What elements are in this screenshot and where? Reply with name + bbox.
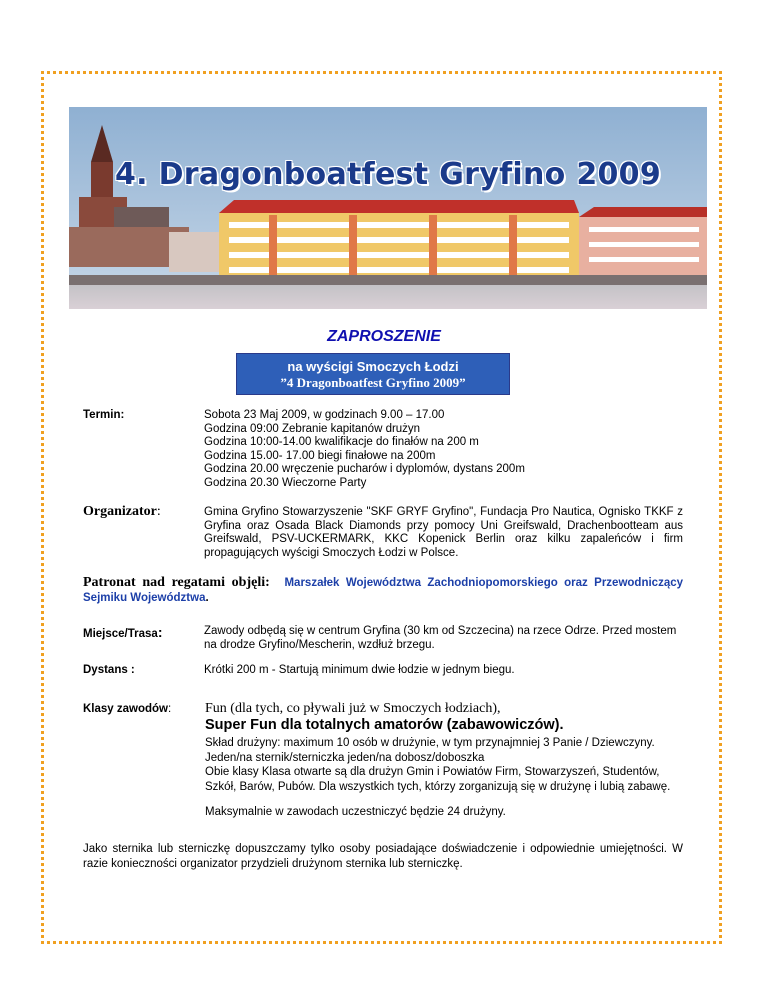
patronat-dot: . bbox=[205, 592, 209, 604]
klasy-sklad: Skład drużyny: maximum 10 osób w drużynie, w tym przynajmniej 3 Panie / Dziewczyny. Jeden/na sternik/sterniczka jeden/na dobosz/doboszka bbox=[205, 737, 655, 764]
termin-line: Godzina 10:00-14.00 kwalifikacje do finałów na 200 m bbox=[204, 436, 479, 448]
patronat-section bbox=[83, 575, 683, 606]
klasy-label-colon: : bbox=[168, 703, 172, 715]
organizator-label-text: Organizator bbox=[83, 504, 157, 519]
klasy-superfun: Super Fun dla totalnych amatorów (zabawowiczów). bbox=[205, 717, 564, 733]
banner-image bbox=[69, 107, 707, 309]
sternik-note: Jako sternika lub sterniczkę dopuszczamy tylko osoby posiadające doświadczenie i odpowiednie umiejętności. W razie konieczności organizator przydzieli drużynom sternika lub sterniczkę. bbox=[83, 843, 683, 870]
miejsce-label-text: Miejsce/Trasa bbox=[83, 628, 158, 640]
organizator-text: Gmina Gryfino Stowarzyszenie "SKF GRYF Gryfino", Fundacja Pro Nautica, Ognisko TKKF z Gryfina oraz Osada Black Diamonds przy pomocy Uni Greifswald, Drachenbootteam aus Greifswald, PSV-UCKERMARK, KKC Kopenick Berlin oraz kilku zapaleńców i firm propagujących wyścigi Smoczych Łodzi w Polsce. bbox=[204, 506, 683, 559]
termin-line: Sobota 23 Maj 2009, w godzinach 9.00 – 17.00 bbox=[204, 409, 445, 421]
banner-photo bbox=[69, 107, 707, 309]
klasy-max: Maksymalnie w zawodach uczestniczyć będzie 24 drużyny. bbox=[205, 806, 506, 818]
invite-heading: ZAPROSZENIE bbox=[327, 328, 441, 345]
dystans-label: Dystans : bbox=[83, 664, 135, 676]
klasy-obie: Obie klasy Klasa otwarte są dla drużyn Gmin i Powiatów Firm, Stowarzyszeń, Studentów, Szkół, Barów, Pubów. Dla wszystkich tych, którzy zorganizują się w drużynę i lubią zabawę. bbox=[205, 766, 671, 793]
patronat-text: Marszałek Województwa Zachodniopomorskiego oraz Przewodniczący Sejmiku Województwa bbox=[83, 577, 684, 604]
miejsce-text: Zawody odbędą się w centrum Gryfina (30 km od Szczecina) na rzece Odrze. Przed mostem na drodze Gryfino/Mescherin, wzdłuż brzegu. bbox=[204, 625, 677, 651]
event-subtitle-line1: na wyścigi Smoczych Łodzi bbox=[287, 359, 459, 374]
termin-label: Termin: bbox=[83, 409, 125, 421]
termin-line: Godzina 20.30 Wieczorne Party bbox=[204, 476, 367, 489]
patronat-paragraph bbox=[83, 575, 683, 606]
termin-lines bbox=[204, 409, 683, 490]
miejsce-label bbox=[83, 624, 162, 640]
termin-line: Godzina 09:00 Zebranie kapitanów drużyn bbox=[204, 422, 421, 435]
klasy-label-text: Klasy zawodów bbox=[83, 703, 168, 715]
event-subtitle-line2: ”4 Dragonboatfest Gryfino 2009” bbox=[280, 375, 466, 390]
organizator-label-colon: : bbox=[156, 504, 161, 519]
patronat-lead: Patronat nad regatami objęli: bbox=[83, 575, 277, 590]
dystans-text: Krótki 200 m - Startują minimum dwie łodzie w jednym biegu. bbox=[204, 664, 515, 676]
event-name-box bbox=[236, 353, 510, 395]
banner-title: 4. Dragonboatfest Gryfino 2009 bbox=[114, 157, 662, 192]
miejsce-label-colon: : bbox=[157, 624, 163, 640]
organizator-label bbox=[83, 504, 161, 520]
klasy-label bbox=[83, 703, 171, 715]
termin-line: Godzina 15.00- 17.00 biegi finałowe na 200m bbox=[204, 449, 436, 462]
klasy-text bbox=[205, 700, 684, 820]
klasy-fun: Fun (dla tych, co pływali już w Smoczych łodziach), bbox=[205, 701, 501, 716]
termin-line: Godzina 20.00 wręczenie pucharów i dyplomów, dystans 200m bbox=[204, 463, 525, 475]
